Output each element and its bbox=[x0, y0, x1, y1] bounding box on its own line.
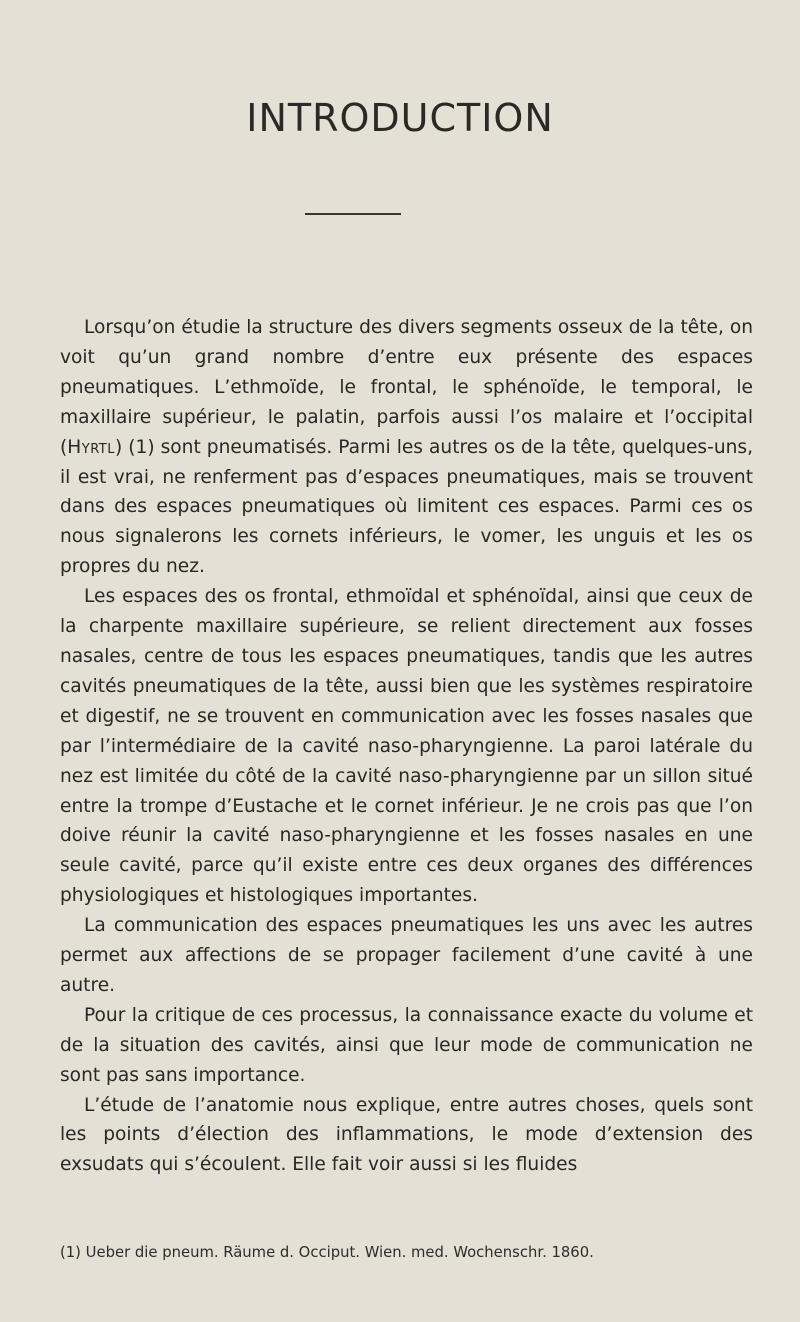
paragraph-5: L’étude de l’anatomie nous explique, entre autres choses, quels sont les points d’élection des inflammations, le mode d’extension des exsudats qui s’écoulent. Elle fait voir aussi si les fluides bbox=[60, 1094, 753, 1176]
paragraph-1 bbox=[60, 313, 753, 582]
body-text bbox=[60, 313, 753, 1180]
footnote: (1) Ueber die pneum. Räume d. Occiput. Wien. med. Wochenschr. 1860. bbox=[60, 1244, 594, 1261]
author-name: Hyrtl bbox=[67, 436, 115, 458]
title-divider bbox=[305, 213, 401, 215]
paragraph-1-text-a: Lorsqu’on étudie la structure des divers segments osseux de la tête, on voit qu’un grand nombre d’entre eux présente des espaces pneumatiques. L’ethmoïde, le frontal, le sphénoïde, le temporal, le maxillaire supérieur, le palatin, parfois aussi l’os malaire et l’occipital ( bbox=[60, 317, 753, 458]
chapter-title: INTRODUCTION bbox=[246, 96, 554, 140]
paragraph-4: Pour la critique de ces processus, la connaissance exacte du volume et de la situation des cavités, ainsi que leur mode de communication ne sont pas sans importance. bbox=[60, 1004, 753, 1086]
paragraph-3: La communication des espaces pneumatiques les uns avec les autres permet aux affections de se propager facilement d’une cavité à une autre. bbox=[60, 915, 753, 996]
paragraph-1-text-b: ) (1) sont pneumatisés. Parmi les autres os de la tête, quelques-uns, il est vrai, ne renferment pas d’espaces pneumatiques, mais se trouvent dans des espaces pneumatiques où limitent ces espaces. Parmi ces os nous signalerons les cornets inférieurs, le vomer, les unguis et les os propres du nez. bbox=[60, 436, 753, 578]
paragraph-2: Les espaces des os frontal, ethmoïdal et sphénoïdal, ainsi que ceux de la charpente maxillaire supérieure, se relient directement aux fosses nasales, centre de tous les espaces pneumatiques, tandis que les autres cavités pneumatiques de la tête, aussi bien que les systèmes respiratoire et digestif, ne se trouvent en communication avec les fosses nasales que par l’intermédiaire de la cavité naso-pharyngienne. La paroi latérale du nez est limitée du côté de la cavité naso-pharyngienne par un sillon situé entre la trompe d’Eustache et le cornet inférieur. Je ne crois pas que l’on doive réunir la cavité naso-pharyngienne et les fosses nasales en une seule cavité, parce qu’il existe entre ces deux organes des différences physiologiques et histologiques importantes. bbox=[60, 586, 753, 907]
